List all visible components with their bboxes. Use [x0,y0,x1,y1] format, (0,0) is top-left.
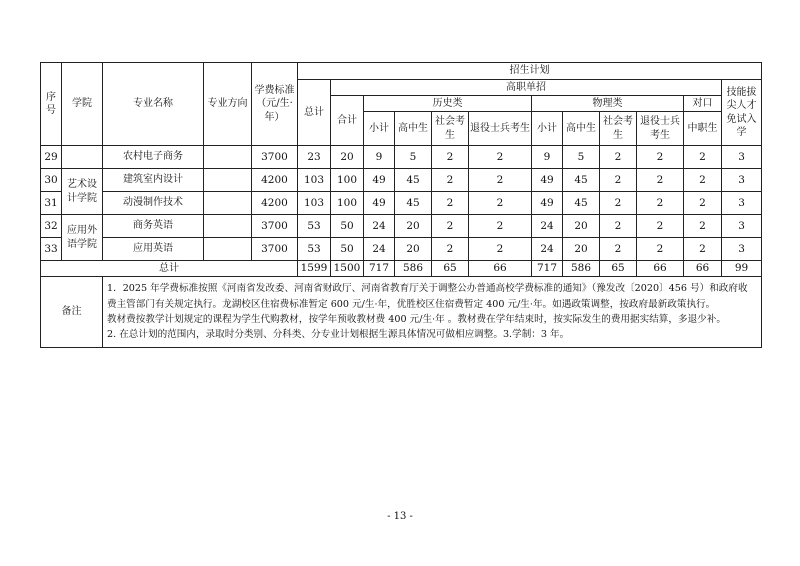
row-h-gaozhong: 20 [395,238,432,261]
row-heji: 100 [331,169,364,192]
row-p-shehui: 2 [600,169,637,192]
row-direction [204,215,252,238]
row-h-tuiyi: 2 [469,215,532,238]
totals-p-tuiyi: 66 [637,261,684,277]
totals-p-shehui: 65 [600,261,637,277]
row-skill: 3 [722,238,762,261]
header-duikou: 对口 [684,96,722,112]
row-h-xiaoji: 24 [364,215,395,238]
row-college: 艺术设计学院 [62,169,103,215]
header-p-xiaoji: 小计 [532,112,563,146]
row-major: 应用英语 [103,238,204,261]
header-plan: 招生计划 [298,63,762,80]
page-number: - 13 - [387,511,413,522]
row-direction [204,238,252,261]
row-direction [204,192,252,215]
row-h-gaozhong: 45 [395,169,432,192]
row-fee: 3700 [252,238,298,261]
row-h-gaozhong: 5 [395,146,432,169]
row-p-xiaoji: 24 [532,215,563,238]
header-gaozhi: 高职单招 [331,80,722,96]
header-p-tuiyi: 退役士兵考生 [637,112,684,146]
row-college: 应用外语学院 [62,215,103,261]
header-zhongzhi: 中职生 [684,112,722,146]
header-p-gaozhong: 高中生 [563,112,600,146]
row-total: 103 [298,192,331,215]
row-p-shehui: 2 [600,146,637,169]
row-zhongzhi: 2 [684,215,722,238]
row-p-gaozhong: 20 [563,215,600,238]
row-skill: 3 [722,169,762,192]
row-h-tuiyi: 2 [469,146,532,169]
totals-h-xiaoji: 717 [364,261,395,277]
row-college [62,146,103,169]
totals-h-gaozhong: 586 [395,261,432,277]
notes-line-2: 教材费按教学计划规定的课程为学生代购教材，按学年预收教材费 400 元/生·年 。教材费在学年结束时，按实际发生的费用据实结算，多退少补。 [107,314,726,325]
row-h-xiaoji: 49 [364,192,395,215]
row-major: 农村电子商务 [103,146,204,169]
row-total: 103 [298,169,331,192]
header-heji: 合计 [331,96,364,146]
row-h-gaozhong: 20 [395,215,432,238]
header-history: 历史类 [364,96,532,112]
table-row [41,169,762,192]
row-p-gaozhong: 45 [563,169,600,192]
row-h-shehui: 2 [432,146,469,169]
totals-row [41,261,762,277]
header-total: 总计 [298,80,331,146]
row-h-xiaoji: 24 [364,238,395,261]
row-p-tuiyi: 2 [637,192,684,215]
row-fee: 3700 [252,146,298,169]
header-skill: 技能拔尖人才免试入学 [722,80,762,146]
row-h-gaozhong: 45 [395,192,432,215]
totals-label: 总计 [41,261,298,277]
row-skill: 3 [722,192,762,215]
header-fee: 学费标准（元/生·年） [252,63,298,146]
row-fee: 4200 [252,169,298,192]
row-h-tuiyi: 2 [469,192,532,215]
header-major: 专业名称 [103,63,204,146]
header-seq: 序号 [41,63,62,146]
row-p-shehui: 2 [600,192,637,215]
totals-total: 1599 [298,261,331,277]
notes-label: 备注 [41,277,103,348]
row-total: 53 [298,238,331,261]
row-total: 53 [298,215,331,238]
row-p-tuiyi: 2 [637,238,684,261]
table-row [41,215,762,238]
notes-line-1: 1．2025 年学费标准按照《河南省发改委、河南省财政厅、河南省教育厅关于调整公办普通高校学费标准的通知》（豫发改〔2020〕456 号）和政府收费主管部门有关规定执行。龙湖校区住宿费标准暂定 600 元/生·年，优胜校区住宿费暂定 400 元/生·年。如遇政策调整，按政府最新政策执行。 [107,283,748,310]
header-h-tuiyi: 退役士兵考生 [469,112,532,146]
header-physics: 物理类 [532,96,684,112]
row-p-gaozhong: 20 [563,238,600,261]
table-row [41,238,762,261]
totals-heji: 1500 [331,261,364,277]
row-h-xiaoji: 9 [364,146,395,169]
notes-content [103,277,762,348]
row-zhongzhi: 2 [684,192,722,215]
enrollment-plan-table [40,62,762,348]
totals-h-tuiyi: 66 [469,261,532,277]
row-seq: 29 [41,146,62,169]
header-h-xiaoji: 小计 [364,112,395,146]
totals-p-xiaoji: 717 [532,261,563,277]
row-zhongzhi: 2 [684,146,722,169]
row-direction [204,146,252,169]
row-h-shehui: 2 [432,169,469,192]
table-row [41,192,762,215]
row-p-gaozhong: 5 [563,146,600,169]
header-h-shehui: 社会考生 [432,112,469,146]
header-college: 学院 [62,63,103,146]
row-major: 建筑室内设计 [103,169,204,192]
row-p-tuiyi: 2 [637,146,684,169]
row-skill: 3 [722,146,762,169]
row-heji: 50 [331,238,364,261]
row-seq: 33 [41,238,62,261]
row-fee: 3700 [252,215,298,238]
row-heji: 20 [331,146,364,169]
row-p-xiaoji: 24 [532,238,563,261]
header-p-shehui: 社会考生 [600,112,637,146]
row-h-shehui: 2 [432,238,469,261]
row-fee: 4200 [252,192,298,215]
totals-zhongzhi: 66 [684,261,722,277]
notes-row [41,277,762,348]
row-major: 商务英语 [103,215,204,238]
totals-h-shehui: 65 [432,261,469,277]
row-seq: 32 [41,215,62,238]
row-h-xiaoji: 49 [364,169,395,192]
row-heji: 100 [331,192,364,215]
row-h-tuiyi: 2 [469,169,532,192]
row-p-xiaoji: 9 [532,146,563,169]
row-p-xiaoji: 49 [532,192,563,215]
row-p-shehui: 2 [600,215,637,238]
row-p-xiaoji: 49 [532,169,563,192]
header-h-gaozhong: 高中生 [395,112,432,146]
row-heji: 50 [331,215,364,238]
totals-skill: 99 [722,261,762,277]
row-zhongzhi: 2 [684,238,722,261]
totals-p-gaozhong: 586 [563,261,600,277]
header-direction: 专业方向 [204,63,252,146]
row-h-tuiyi: 2 [469,238,532,261]
row-p-shehui: 2 [600,238,637,261]
row-zhongzhi: 2 [684,169,722,192]
row-skill: 3 [722,215,762,238]
row-direction [204,169,252,192]
row-total: 23 [298,146,331,169]
row-p-tuiyi: 2 [637,169,684,192]
row-h-shehui: 2 [432,215,469,238]
table-row [41,146,762,169]
row-seq: 31 [41,192,62,215]
row-p-tuiyi: 2 [637,215,684,238]
row-major: 动漫制作技术 [103,192,204,215]
notes-line-3: 2. 在总计划的范围内，录取时分类别、分科类、分专业计划根据生源具体情况可做相应调整。3.学制：3 年。 [107,329,570,341]
row-h-shehui: 2 [432,192,469,215]
row-p-gaozhong: 45 [563,192,600,215]
row-seq: 30 [41,169,62,192]
